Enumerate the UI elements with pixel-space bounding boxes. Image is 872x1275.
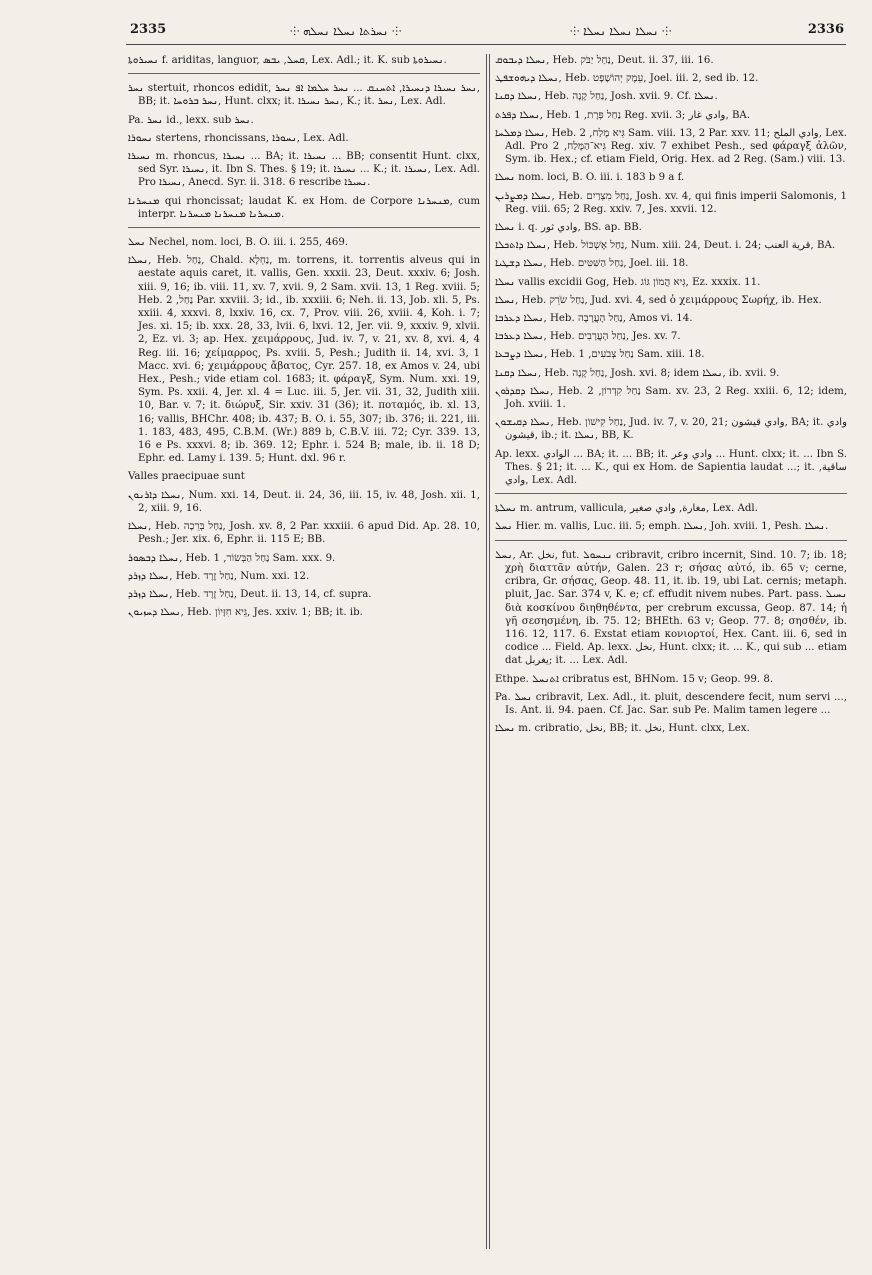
section-label: Valles praecipuae sunt (128, 471, 245, 483)
entry: ܢܚܠܐ ܕܫܛܝܐ, Heb. נַחַל הַשִּׁטִּים, Joel. iii. 18. (495, 258, 689, 270)
entry: ܢܚܠܐ, Heb. נַחַל בְּרֵכָה, Josh. xv. 8, 2 Par. xxxiii. 6 apud Did. Ap. 28. 10, Pesh.; Jer. xix. 6, Ephr. ii. 115 E; BB. (128, 521, 481, 546)
entry: ܢܚܠܐ ܕܝܗܘܫܦܛ, Heb. עֵמֶק יְהוֹשָׁפָט, Joel. iii. 2, sed ib. 12. (495, 73, 759, 85)
entry: ܢܚܠܐ ܕܙܪܕ, Heb. נַחַל זֶרֶד, Num. xxi. 12. (128, 570, 310, 582)
entry: ܢܚܠܐ ܕܥܪܒܐ, Heb. נַחַל הָעֲרָבִים, Jes. xv. 7. (495, 331, 681, 343)
entry: ܢܚܠܐ ܕܥܪܒܐ, Heb. נַחַל הָעֲרָבָה, Amos vi. 14. (495, 313, 693, 325)
entry: Pa. ܢܚܠ cribravit, Lex. Adl., it. pluit, descendere fecit, num servi ..., Is. Ant. ii. 94. paen. Cf. Jac. Sar. sub Pe. Malim tamen legere ... (495, 691, 848, 716)
column-divider-inner (489, 54, 490, 1249)
entry: Ethpe. ܐܬܢܚܠ cribratus est, BHNom. 15 v; Geop. 99. 8. (495, 673, 774, 685)
entry: ܢܚܠܐ ܕܩܢܐ, Heb. נַחַל קָנָה, Josh. xvii. 9. Cf. ܢܚܠܐ. (495, 91, 718, 103)
entry: ܢܚܠܐ ܕܦܪܬ, Heb. נַחַל פְּרָת, 1 Reg. xvii. 3; وادي غار, BA. (495, 109, 751, 121)
entry: ܢܚܠܐ ܕܝܒܘܩ, Heb. נַחַל יַבֹּק, Deut. ii. 37, iii. 16. (495, 55, 714, 66)
entry-separator (128, 227, 480, 228)
entry: ܢܚܠܐ vallis excidii Gog, Heb. גֵּיא הֲמוֹן גּוֹג, Ez. xxxix. 11. (495, 276, 761, 288)
entry: ܢܚܠܐ m. cribratio, نخل, BB; it. نخل, Hunt. clxx, Lex. (495, 723, 750, 735)
entry: ܢܚܝܪܘܬܐ f. ariditas, languor, ܩܚܠ, ܝܒܣ, Lex. Adl.; it. K. sub ܢܚܝܪܘܬܐ. (128, 55, 447, 66)
entry: ܢܚܠܐ ܕܡܨܪܝܢ, Heb. נַחַל מִצְרַיִם, Josh. xv. 4, qui finis imperii Salomonis, 1 Reg. viii. 65; 2 Reg. xxiv. 7, Jes. xxvii. 12. (495, 190, 847, 215)
entry: ܢܚܠܐ ܕܨܒܥܐ, Heb. נַחַל צְבֹעִים, 1 Sam. xiii. 18. (495, 349, 705, 361)
entry: ܢܚܠ Nechel, nom. loci, B. O. iii. i. 255, 469. (128, 237, 349, 249)
running-head-left: ⸭ ܢܚܪܬܐ ܢܚܠܐ ܢܚܠܗ ⸭ (290, 24, 402, 38)
entry: ܢܚܠܐ ܕܐܪܢܘܢ, Num. xxi. 14, Deut. ii. 24, 36, iii. 15, iv. 48, Josh. xii. 1, 2, xiii. 9, 16. (128, 489, 480, 514)
entry: ܢܚܠܐ ܕܩܝܫܘܢ, Heb. נַחַל קִישׁוֹן, Jud. iv. 7, v. 20, 21; وادي قيشون, BA; it. وادي قيشون, ib.; it. ܢܚܠܐ, BB, K. (495, 417, 847, 442)
entry: ܢܚܠܐ ܕܡܠܚܐ, Heb. גֵּיא מֶלַח, 2 Sam. viii. 13, 2 Par. xxv. 11; وادي الملح, Lex. Adl. Pro גֵּיא־הַמֶּלַח, 2 Reg. xiv. 7 exhibet Pesh., sed φάραγξ ἀλῶν, Sym. ib. Hex.; cf. etiam Field, Orig. Hex. ad 2 Reg. (Sam.) viii. 13. (495, 127, 848, 166)
page-number-right: 2336 (807, 22, 844, 37)
entry: ܢܚܘܪܐ stertens, rhoncissans, ܢܚܘܪܐ, Lex. Adl. (128, 132, 349, 144)
page-number-left: 2335 (130, 22, 167, 37)
entry: ܢܚܠܐ nom. loci, B. O. iii. i. 183 b 9 a f. (495, 172, 685, 184)
left-column (128, 54, 480, 624)
entry: ܢܚܠܐ ܕܩܢܐ, Heb. נַחַל קָנָה, Josh. xvi. 8; idem ܢܚܠܐ, ib. xvii. 9. (495, 367, 780, 379)
entry: Ap. lexx. الوادي ... BA; it. ... BB; it. وادي وعر ... Hunt. clxx; it. ... Ibn S. Thes. § 21; it. ... K., qui ex Hom. de Sapientia laudat ...; it. ساقية, وادي, Lex. Adl. (495, 448, 847, 487)
entry-separator (128, 73, 480, 74)
column-divider (486, 54, 487, 1249)
entry-separator (495, 493, 847, 494)
header-rule (126, 44, 846, 45)
entry: ܢܚܠܬܐ m. antrum, vallicula, مغارة, وادي صغير, Lex. Adl. (495, 503, 758, 515)
entry: ܢܚܠܐ, Heb. נַחַל שֹׂרֵק, Jud. xvi. 4, sed ὁ χειμάρρους Σωρήχ, ib. Hex. (495, 294, 822, 306)
entry: ܢܚܠܐ ܕܩܕܪܘܢ, Heb. נַחַל קִדְרוֹן, 2 Sam. xv. 23, 2 Reg. xxiii. 6, 12; idem, Joh. xviii. 1. (495, 385, 847, 411)
entry: ܢܚܠ, Ar. نخل, fut. ܢܢܚܘܠ cribravit, cribro incernit, Sind. 10. 7; ib. 18; χρὴ διαττᾶν αὐτήν, Galen. 23 r; σήσας αὐτό, ib. 65 v; cerne, cribra, Gr. σήσας, Geop. 48. 11, it. ib. 19, ubi Lat. cernis; metaph. pluit, Jac. Sar. 374 v, K. e; cf. effudit nivem nubes. Part. pass. ܢܚܝܠ διὰ κοσκίνου διηθηθέντα, per crebrum excussa, Geop. 87. 14; ἡ γῆ σεσησμένη, ib. 75. 12; BHEth. 63 v; Geop. 77. 8; σησθέν, ib. 116. 12, 117. 6. Exstat etiam κονιορτοί, Hex. Cant. iii. 6, sed in codice ... Field. Ap. lexx. نخل, Hunt. clxx; it. ... K., qui sub ... etiam dat يغربل; it. ... Lex. Adl. (495, 549, 847, 667)
entry: ܢܚܠܐ ܕܚܙܝܘܢ, Heb. גֵּיא חִזָּיוֹן, Jes. xxiv. 1; BB; it. ib. (128, 607, 363, 619)
entry: ܢܚܠܐ ܕܙܪܕ, Heb. נַחַל זֶרֶד, Deut. ii. 13, 14, cf. supra. (128, 588, 372, 600)
entry: Pa. ܢܚܪ id., lexx. sub ܢܚܪ. (128, 114, 254, 126)
entry: ܢܚܪ stertuit, rhoncos edidit, ܢܚܪ ܢܚܝܪܐ ܕܢܚܝܪܐ, ܐܬܚܢܩ ... ܢܚܪ ܚܠܡܐ ܐܦ ܢܚܪ, BB; it. ܢܚܪ ܒܪܘܚܐ, Hunt. clxx; it. ܢܚܪ ܢܚܝܪܐ, K.; it. ܢܚܪ, Lex. Adl. (128, 83, 480, 108)
entry-separator (495, 540, 847, 541)
entry: ܡܢܚܪܢܐ qui rhoncissat; laudat K. ex Hom. de Corpore ܡܢܚܪܢܐ, cum interpr. ܡܢܚܪܢܐ ܡܢܚܪܢܐ ܡܢܚܪܢܐ. (128, 195, 481, 220)
right-column (495, 54, 847, 740)
entry: ܢܚܠܐ ܕܐܬܟܠܐ, Heb. נַחַל אֶשְׁכּוֹל, Num. xiii. 24, Deut. i. 24; قرية العنب, BA. (495, 240, 836, 252)
entry: ܢܚܠܐ ܕܒܣܘܪ, Heb. נַחַל הַבְּשׂוֹר, 1 Sam. xxx. 9. (128, 552, 336, 564)
entry: ܢܚܠܐ, Heb. נַחַל, Chald. נַחְלָא, m. torrens, it. torrentis alveus qui in aestate aquis caret, it. vallis, Gen. xxxii. 23, Deut. xxxiv. 6; Josh. xiii. 9, 16; ib. viii. 11, xv. 7, xvii. 9, 2 Sam. xvii. 13, 1 Reg. xviii. 5; Heb. נַחַל, 2 Par. xxviii. 3; id., ib. xxxiii. 6; Neh. ii. 13, Job. xli. 5, Ps. xxiii. 4, xxxvi. 8, lxxiv. 16, cx. 7, Prov. viii. 26, xviii. 4, Koh. i. 7; Jes. xi. 15; ib. xxx. 28, 33, lvii. 6, lxvi. 12, Jer. vii. 9, xxxiv. 9, xlvii. 2, Ez. vi. 3; ap. Hex. χειμάρρους, Jud. iv. 7, v. 21, xv. 8, xvi. 4, 4 Reg. iii. 16; χείμαρρος, Ps. xviii. 5, Pesh.; Judith ii. 14, xvi. 3, 1 Macc. xvi. 6; χειμάρρους ἄβατος, Cyr. 257. 18, ex Amos v. 24, ubi Hex., Pesh.; vide etiam col. 1683; it. φάραγξ, Sym. Num. xxi. 19, Sym. Ps. xxii. 4, Jer. xl. 4 = Luc. iii. 5, Jer. vii. 31, 32, Judith xiii. 10, Bar. v. 7; it. διώρυξ, Sir. xxiv. 31 (36); it. ποταμός, ib. xl. 13, 16; vallis, BHChr. 408; ib. 437; B. O. i. 55, 307; ib. 376; ii. 221, iii. 1. 183, 483, 495, C.B.M. (Wr.) 889 b, C.B.V. iii. 72; Cyr. 339. 13, 16 e Ps. xxxvi. 8; ib. 369. 12; Ephr. i. 524 B; male, ib. ii. 18 D; Ephr. ed. Lamy i. 139. 5; Hunt. dxl. 96 r. (128, 255, 481, 465)
entry: ܢܚܠܐ i. q. وادي ثور, BS. ap. BB. (495, 222, 642, 234)
running-head-right: ⸭ ܢܚܠܐ ܢܚܠܐ ܢܚܠܐ ⸭ (570, 24, 672, 38)
entry: ܢܚܠ Hier. m. vallis, Luc. iii. 5; emph. ܢܚܠܐ, Joh. xviii. 1, Pesh. ܢܚܠܐ. (495, 521, 829, 533)
entry: ܢܚܝܪܐ m. rhoncus, ܢܚܝܪܐ ... BA; it. ܢܚܝܪܐ ... BB; consentit Hunt. clxx, sed Syr. ܢܚܝܪܐ, it. Ibn S. Thes. § 19; it. ܢܚܝܪܐ ... K.; it. ܢܚܝܪܐ, Lex. Adl. Pro ܢܚܝܪܐ, Anecd. Syr. ii. 318. 6 rescribe ܢܚܝܪܐ. (128, 151, 480, 189)
